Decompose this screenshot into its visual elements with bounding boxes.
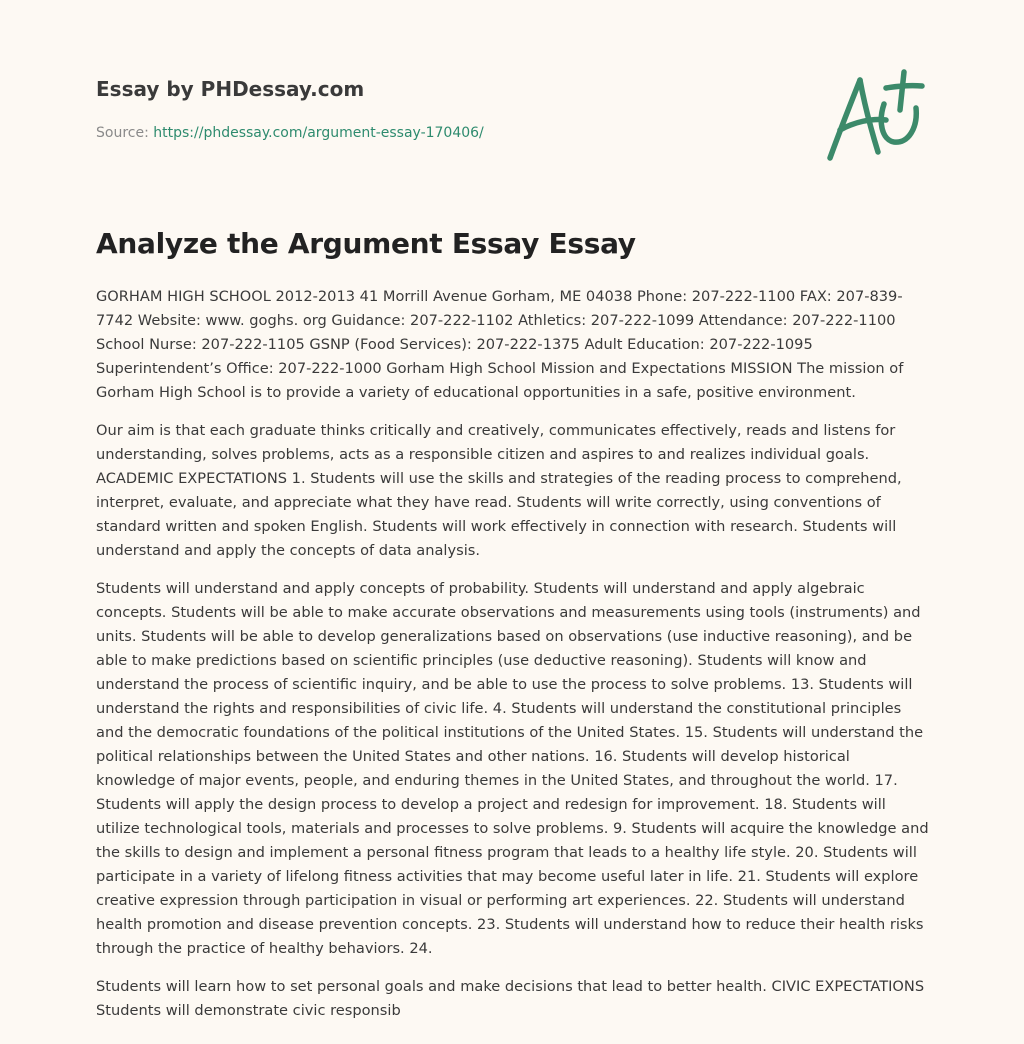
paragraph: Our aim is that each graduate thinks critically and creatively, communicates effectively, reads and listens for understanding, solves problems, acts as a responsible citizen and aspires to and realizes individual goals. ACADEMIC EXPECTATIONS 1. Students will use the skills and strategies of the reading process to comprehend, interpret, evaluate, and appreciate what they have read. Students will write correctly, using conventions of standard written and spoken English. Students will work effectively in connection with research. Students will understand and apply the concepts of data analysis.: [96, 422, 902, 559]
paragraph: Students will learn how to set personal goals and make decisions that lead to better health. CIVIC EXPECTATIONS Students will demonstrate civic responsib: [96, 978, 925, 1019]
source-label: Source:: [96, 125, 154, 141]
paragraph: Students will understand and apply concepts of probability. Students will understand and apply algebraic concepts. Students will be able to make accurate observations and measurements using tools (instruments) and units. Students will be able to develop generalizations based on observations (use inductive reasoning), and be able to make predictions based on scientific principles (use deductive reasoning). Students will know and understand the process of scientific inquiry, and be able to use the process to solve problems. 13. Students will understand the rights and responsibilities of civic life. 4. Students will understand the constitutional principles and the democratic foundations of the political institutions of the United States. 15. Students will understand the political relationships between the United States and other nations. 16. Students will develop historical knowledge of major events, people, and enduring themes in the United States, and throughout the world. 17. Students will apply the design process to develop a project and redesign for improvement. 18. Students will utilize technological tools, materials and processes to solve problems. 9. Students will acquire the knowledge and the skills to design and implement a personal fitness program that leads to a healthy life style. 20. Students will participate in a variety of lifelong fitness activities that may become useful later in life. 21. Students will explore creative expression through participation in visual or performing art experiences. 22. Students will understand health promotion and disease prevention concepts. 23. Students will understand how to reduce their health risks through the practice of healthy behaviors. 24.: [96, 580, 929, 957]
paragraph: GORHAM HIGH SCHOOL 2012-2013 41 Morrill Avenue Gorham, ME 04038 Phone: 207-222-1100 FAX: 207-839-7742 Website: www. goghs. org Guidance: 207-222-1102 Athletics: 207-222-1099 Attendance: 207-222-1100 School Nurse: 207-222-1105 GSNP (Food Services): 207-222-1375 Adult Education: 207-222-1095 Superintendent’s Office: 207-222-1000 Gorham High School Mission and Expectations MISSION The mission of Gorham High School is to provide a variety of educational opportunities in a safe, positive environment.: [96, 288, 904, 401]
document-title: Analyze the Argument Essay Essay: [96, 227, 636, 260]
source-line: [96, 123, 796, 143]
a-plus-grade-icon: [820, 66, 930, 166]
source-link[interactable]: https://phdessay.com/argument-essay-170406/: [153, 125, 484, 141]
document-body: [96, 285, 930, 1037]
site-brand: Essay by PHDessay.com: [96, 77, 365, 101]
page-header: [96, 74, 796, 143]
